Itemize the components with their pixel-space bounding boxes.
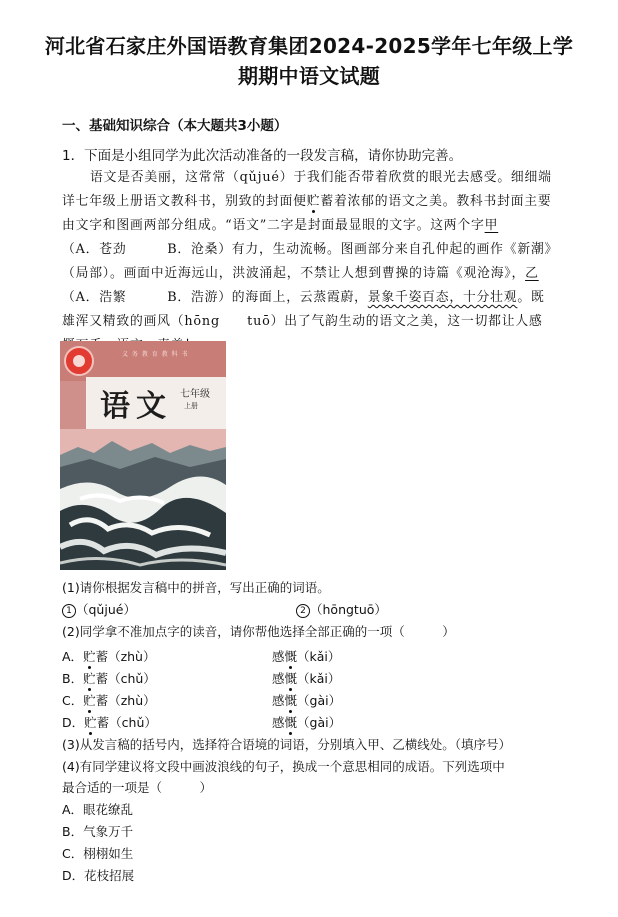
option-text: （kǎi） (297, 671, 341, 686)
option-text: （gài） (297, 715, 342, 730)
sub1-answer-b (296, 600, 387, 618)
cover-title: 语文 (100, 389, 172, 424)
dotted-char: 慨 (284, 649, 298, 664)
passage-line-6 (62, 286, 560, 305)
option-label: D． (62, 715, 85, 730)
option-text: 感 (272, 693, 285, 708)
dotted-char: 贮 (84, 715, 97, 730)
sub-question-4-line1: (4)有同学建议将文段中画波浪线的句子，换成一个意思相同的成语。下列选项中 (62, 759, 505, 774)
option-text: 蓄（zhù） (95, 649, 156, 664)
passage-line-2 (62, 190, 560, 209)
option-text: 感 (272, 671, 285, 686)
sub2-option (62, 691, 342, 709)
dotted-char: 贮 (83, 649, 96, 664)
dotted-char: 贮 (83, 693, 96, 708)
passage-text: 由文字和图画两部分组成。“语文”二字是封面最显眼的文字。这两个字 (62, 218, 485, 233)
publisher-badge-icon (64, 346, 94, 376)
sub1-pinyin-a: （qǔjué） (76, 602, 136, 617)
wavy-underlined-sentence: 景象千姿百态，十分壮观 (367, 290, 518, 305)
sub2-option (62, 647, 341, 665)
circled-number: 2 (296, 604, 310, 618)
option-text: 感 (272, 715, 285, 730)
page-title-line1: 河北省石家庄外国语教育集团2024-2025学年七年级上学 (44, 34, 574, 58)
passage-line-1: 语文是否美丽，这常常（qǔjué）于我们能否带着欣赏的眼光去感受。细细端 (90, 170, 552, 185)
option-label: B． (62, 671, 84, 686)
textbook-cover-image (60, 341, 226, 570)
sub2-option (62, 713, 342, 731)
passage-text: 蓄着浓郁的语文之美。教科书封面主要 (320, 194, 552, 209)
passage-text: （局部）。画面中近海远山，洪波涌起，不禁让人想到曹操的诗篇《观沧海》， (62, 266, 526, 281)
dotted-char: 贮 (307, 190, 321, 209)
passage-text: 。既 (517, 290, 545, 305)
sub1-answer-row (62, 600, 387, 618)
option-text: 蓄（chǔ） (95, 671, 156, 686)
passage-line-5 (62, 262, 560, 281)
passage-text: （A．浩繁 B．浩游）的海面上，云蒸霞蔚， (62, 290, 368, 305)
sub4-option-d: D．花枝招展 (62, 868, 135, 883)
page-title-line2: 期期中语文试题 (237, 64, 381, 88)
option-text: （kǎi） (297, 649, 341, 664)
sub4-option-b: B．气象万千 (62, 824, 134, 839)
option-second-word (272, 691, 341, 709)
blank-yi: 乙 (525, 266, 539, 281)
cover-volume: 上册 (184, 402, 198, 410)
passage-line-3 (62, 214, 560, 233)
sub4-option-a: A．眼花缭乱 (62, 802, 134, 817)
option-second-word (272, 647, 340, 665)
dotted-char: 慨 (284, 671, 298, 686)
sub-question-1: (1)请你根据发言稿中的拼音，写出正确的词语。 (62, 580, 330, 595)
dotted-char: 慨 (284, 715, 298, 730)
option-second-word (272, 713, 341, 731)
option-label: A． (62, 649, 84, 664)
option-second-word (272, 669, 340, 687)
circled-number: 1 (62, 604, 76, 618)
sub-question-4-line2: 最合适的一项是（ ） (62, 780, 213, 795)
passage-line-7: 雄浑又精致的画风（hōng tuō）出了气韵生动的语文之美，这一切都让人感 (62, 314, 543, 329)
option-text: 蓄（zhù） (95, 693, 156, 708)
sub4-option-c: C．栩栩如生 (62, 846, 134, 861)
question-1-stem: 1．下面是小组同学为此次活动准备的一段发言稿，请你协助完善。 (62, 148, 463, 164)
sub-question-2: (2)同学拿不准加点字的读音，请你帮他选择全部正确的一项（ ） (62, 624, 455, 639)
sub1-pinyin-b: （hōngtuō） (310, 602, 387, 617)
option-label: C． (62, 693, 84, 708)
option-text: 感 (272, 649, 285, 664)
section-heading: 一、基础知识综合（本大题共3小题） (62, 118, 288, 134)
sea-painting-icon (60, 429, 226, 570)
passage-text: 详七年级上册语文教科书，别致的封面便 (62, 194, 307, 209)
sub2-option (62, 669, 341, 687)
passage-line-4: （A．苍劲 B．沧桑）有力，生动流畅。图画部分来自孔仲起的画作《新潮》 (62, 242, 559, 257)
cover-series-text: 义 务 教 育 教 科 书 (122, 351, 189, 358)
sub-question-3: (3)从发言稿的括号内，选择符合语境的词语，分别填入甲、乙横线处。（填序号） (62, 737, 511, 752)
option-text: 蓄（chǔ） (96, 715, 157, 730)
blank-jia: 甲 (484, 218, 499, 233)
dotted-char: 慨 (284, 693, 298, 708)
cover-grade: 七年级 (180, 389, 210, 400)
option-text: （gài） (297, 693, 342, 708)
dotted-char: 贮 (83, 671, 96, 686)
